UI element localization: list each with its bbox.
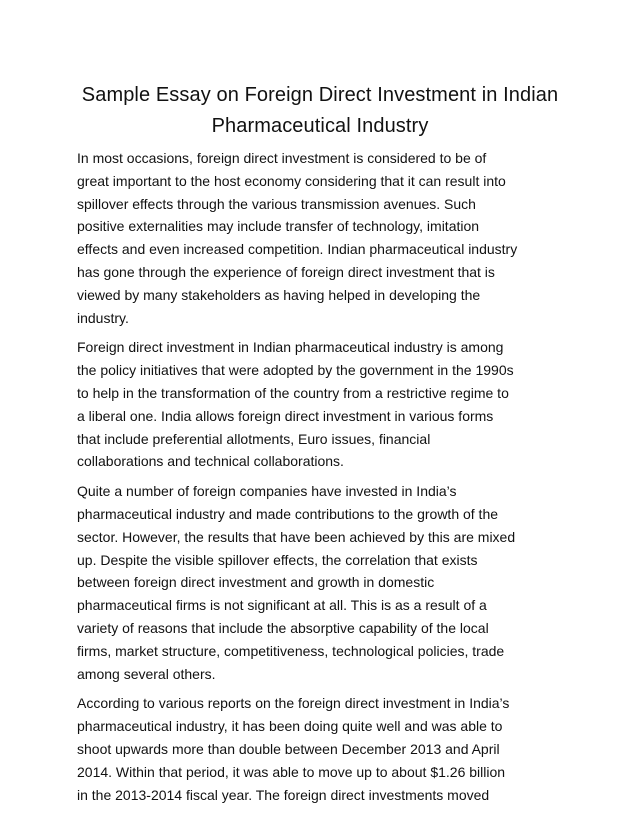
paragraph-1: In most occasions, foreign direct investment is considered to be of great important to the host economy considering that it can result into spillover effects through the various transmission avenues. Such positive externalities may include transfer of technology, imitation effects and even increased competition. Indian pharmaceutical industry has gone through the experience of foreign direct investment that is viewed by many stakeholders as having helped in developing the industry. — [77, 150, 518, 326]
paragraph-2: Foreign direct investment in Indian pharmaceutical industry is among the policy initiatives that were adopted by the government in the 1990s to help in the transformation of the country from a restrictive regime to a liberal one. India allows foreign direct investment in various forms that include preferential allotments, Euro issues, financial collaborations and technical collaborations. — [77, 339, 514, 470]
document-title: Sample Essay on Foreign Direct Investment in Indian Pharmaceutical Industry — [81, 84, 559, 137]
paragraph-4: According to various reports on the foreign direct investment in India’s pharmaceutical industry, it has been doing quite well and was able to shoot upwards more than double between December 2013 and April 2014. Within that period, it was able to move up to about $1.26 billion in the 2013-2014 fiscal year. The foreign direct investments moved — [77, 695, 510, 803]
document-body — [77, 147, 563, 813]
paragraph-3: Quite a number of foreign companies have invested in India’s pharmaceutical industry and made contributions to the growth of the sector. However, the results that have been achieved by this are mixed up. Despite the visible spillover effects, the correlation that exists between foreign direct investment and growth in domestic pharmaceutical firms is not significant at all. This is as a result of a variety of reasons that include the absorptive capability of the local firms, market structure, competitiveness, technological policies, trade among several others. — [77, 483, 516, 682]
